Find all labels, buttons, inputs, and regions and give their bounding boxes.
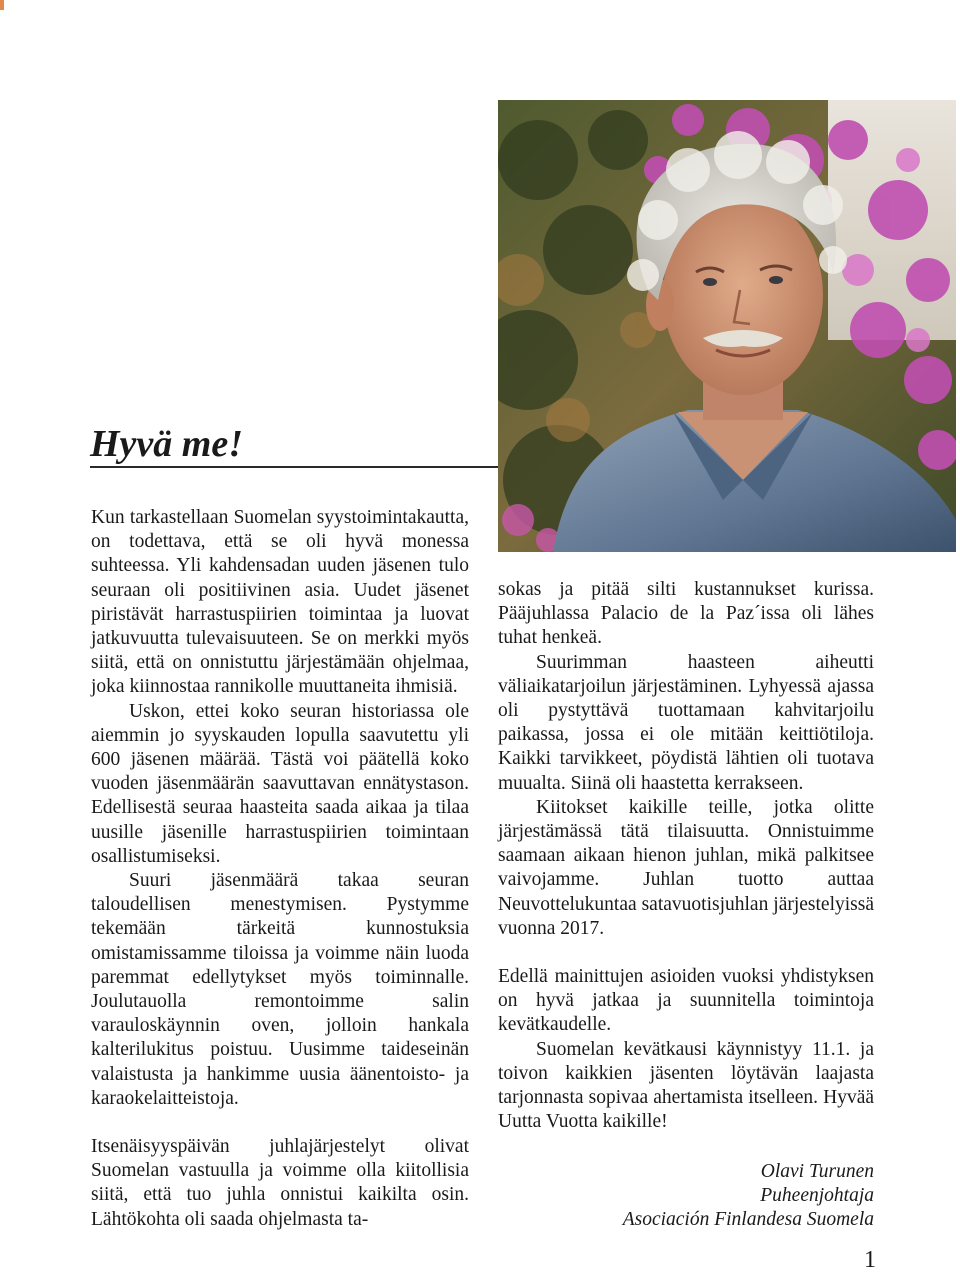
page-title: Hyvä me! [90, 423, 244, 465]
page-number: 1 [864, 1247, 876, 1273]
portrait-photo [498, 100, 956, 552]
right-paragraph-4: Edellä mainittujen asioiden vuoksi yhdistyksen on hyvä jatkaa ja suunnitella toimintoja kevätkaudelle. [498, 966, 874, 1036]
title-rule [90, 466, 498, 468]
right-column [498, 578, 874, 1134]
right-paragraph-1: sokas ja pitää silti kustannukset kurissa. Pääjuhlassa Palacio de la Paz´issa oli lähes tuhat henkeä. [498, 579, 874, 649]
left-paragraph-4: Itsenäisyyspäivän juhlajärjestelyt olivat Suomelan vastuulla ja voimme olla kiitollisia siitä, että tuo juhla onnistui kaikilta osin. Lähtökohta oli saada ohjelmasta ta- [91, 1136, 469, 1230]
portrait-photo-icon [498, 100, 956, 552]
signature-block [560, 1160, 874, 1233]
corner-mark [0, 0, 4, 10]
left-paragraph-2: Uskon, ettei koko seuran historiassa ole aiemmin jo syyskauden lopulla saavutettu yli 600 jäsenen määrää. Tästä voi päätellä koko vuoden jäsenmäärän saavuttavan ennätystason. Edellisestä seuraa haasteita saada aikaa ja tilaa uusille jäsenille harrastuspiirien toimintaan osallistumiseksi. [91, 700, 469, 867]
signature-name: Olavi Turunen [760, 1161, 874, 1182]
right-paragraph-5: Suomelan kevätkausi käynnistyy 11.1. ja toivon kaikkien jäsenten löytävän laajasta tarjonnasta sopivaa ahertamista itselleen. Hyvää Uutta Vuotta kaikille! [498, 1038, 874, 1133]
right-paragraph-3: Kiitokset kaikille teille, jotka olitte järjestämässä tätä tilaisuutta. Onnistuimme saamaan aikaan hienon juhlan, mikä palkitsee vaivojamme. Juhlan tuotto auttaa Neuvottelukuntaa satavuotisjuhlan järjestelyissä vuonna 2017. [498, 796, 874, 939]
right-paragraph-2: Suurimman haasteen aiheutti väliaikatarjoilun järjestäminen. Lyhyessä ajassa oli pystyttävä tuottamaan kahvitarjoilu paikassa, jossa ei ole mitään keittiötiloja. Kaikki tarvikkeet, pöydistä lähtien oli tuotava muualta. Siinä oli haastetta kerrakseen. [498, 651, 874, 794]
signature-organization: Asociación Finlandesa Suomela [622, 1209, 874, 1231]
left-paragraph-3: Suuri jäsenmäärä takaa seuran taloudellisen menestymisen. Pystymme tekemään tärkeitä kunnostuksia omistamissamme tiloissa ja voimme näin luoda paremmat edellytykset myös toiminnalle. Joulutauolla remontoimme salin varauloskäynnin oven, jolloin hankala kalterilukitus poistuu. Uusimme taideseinän valaistusta ja hankimme uusia äänentoisto- ja karaokelaitteistoja. [91, 870, 469, 1109]
signature-role: Puheenjohtaja [760, 1185, 874, 1207]
left-paragraph-1: Kun tarkastellaan Suomelan syystoimintakautta, on todettava, että se oli hyvä monessa suhteessa. Yli kahdensadan uuden jäsenen tulo seuraan oli positiivinen asia. Uudet jäsenet piristävät harrastuspiirien toimintaa ja luovat jatkuvuutta tulevaisuuteen. Se on merkki myös siitä, että on onnistuttu järjestämään ohjelmaa, joka kiinnostaa rannikolle muuttaneita ihmisiä. [91, 507, 469, 698]
left-column [91, 506, 469, 1232]
